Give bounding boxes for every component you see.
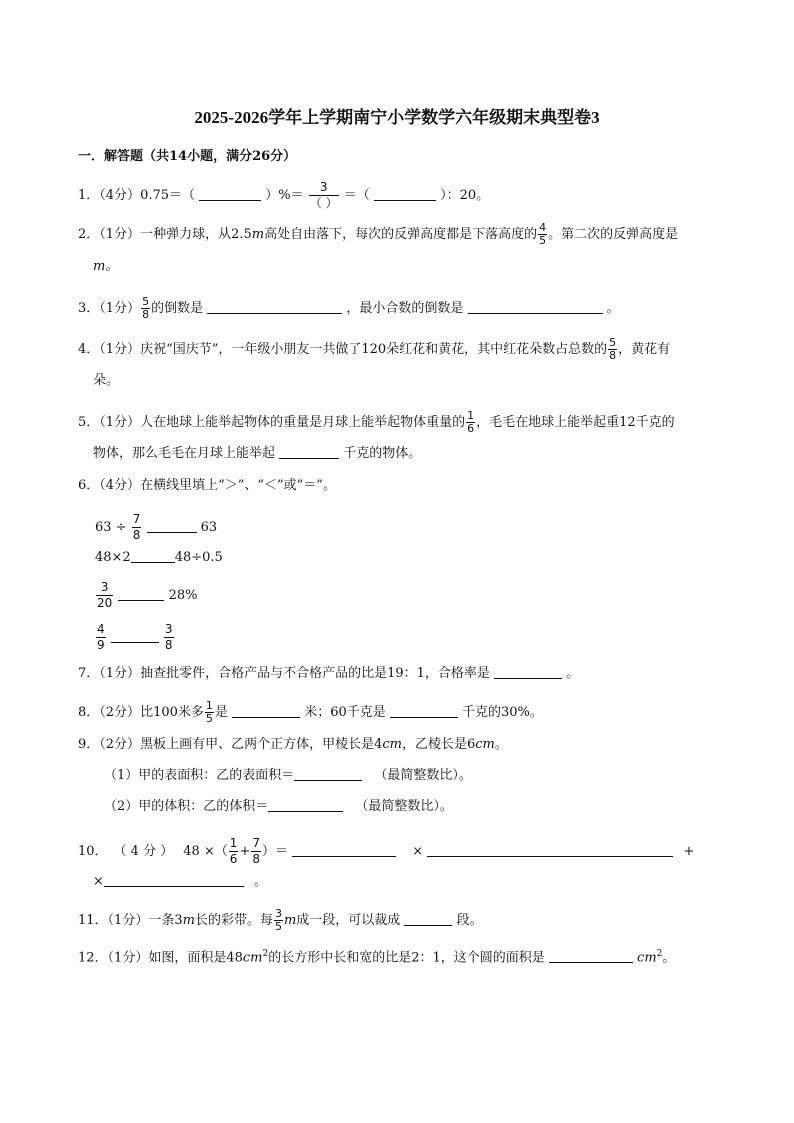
fraction [608,337,617,362]
question-9-part-2 [104,798,453,816]
answer-blank[interactable] [207,300,342,314]
fraction [229,836,239,867]
answer-blank[interactable] [279,445,339,459]
question-score: （1分） [99,342,141,357]
question-number: 12． [78,950,108,966]
numerator: 7 [252,836,260,850]
answer-blank[interactable] [468,300,603,314]
question-text: ）%＝ [265,188,304,203]
question-score: （2分） [99,705,141,720]
numerator: 5 [142,295,150,308]
question-text: 千克的物体。 [343,446,422,461]
question-text: ，黄花有 [618,342,671,357]
question-text: 成一段，可以裁成 [296,913,401,928]
numerator: 4 [539,221,547,234]
question-9 [78,736,508,754]
denominator: 5 [205,712,213,725]
question-text: 高处自由落下，每次的反弹高度都是下落高度的 [264,227,538,242]
numerator: 7 [132,512,141,526]
question-score: （2分） [99,737,141,752]
numerator: 1 [229,836,238,850]
question-number: 8． [78,705,100,720]
question-text: 在横线里填上“＞”、“＜”或“＝”。 [140,478,336,493]
unit: m [251,227,265,242]
question-text: ，乙棱长是6 [401,737,476,752]
compare-item-1 [95,512,217,543]
answer-blank[interactable] [268,798,343,812]
compare-item-3 [95,580,197,611]
question-5-line2 [93,445,421,463]
denominator: 6 [467,422,475,435]
answer-blank[interactable] [292,843,396,857]
fraction [466,410,475,435]
answer-blank[interactable] [111,629,159,643]
question-11 [78,908,483,933]
denominator: 8 [252,852,260,866]
question-text: 一条3 [148,913,183,928]
numerator: 1 [467,409,475,422]
question-number: 1． [78,188,100,203]
question-5 [78,410,675,435]
numerator: 3 [309,180,339,196]
question-text: ，最小合数的倒数是 [346,301,464,316]
fraction [538,222,547,247]
question-6 [78,477,336,495]
question-7 [78,665,579,683]
question-text: ，毛毛在地球上能举起重12千克的 [476,415,675,430]
fraction [132,512,142,543]
denominator: 8 [609,349,617,362]
question-text: 48 ×（ [183,844,228,859]
answer-blank[interactable] [404,912,452,926]
answer-blank[interactable] [390,704,458,718]
operator: + [239,844,251,859]
numerator: 3 [96,580,113,596]
question-text: ＝（ [343,188,370,203]
numerator: 5 [609,336,617,349]
question-2-line2: m。 [93,259,119,274]
answer-blank[interactable] [374,187,436,201]
question-text: 。 [662,950,676,966]
question-text: 比100米多 [140,705,204,720]
compare-item-2 [95,549,223,567]
answer-blank[interactable] [232,704,300,718]
question-10 [78,836,694,867]
numerator: 4 [97,622,105,636]
fraction [96,622,106,653]
question-3 [78,296,620,321]
question-9-part-1 [104,767,472,785]
page-title: 2025-2026学年上学期南宁小学数学六年级期末典型卷3 [194,108,600,127]
question-score: （1分） [107,913,149,928]
question-score: （1分） [99,415,141,430]
question-12 [78,945,675,967]
question-text: 物体，那么毛毛在月球上能举起 [93,446,276,461]
question-text: ）＝ [261,844,288,859]
denominator: 6 [229,852,238,866]
denominator: 9 [97,638,105,652]
unit: cm [382,737,402,752]
question-text: 。 [566,666,580,681]
question-8 [78,700,543,725]
denominator: 5 [539,234,547,247]
expression: 63 [200,520,218,535]
denominator: 8 [142,308,150,321]
question-4-line2: 朵。 [93,373,120,388]
question-text: 0.75＝（ [140,188,196,203]
question-score: （1分） [99,227,141,242]
fraction [96,580,113,611]
denominator: 20 [97,596,113,610]
question-score: （1分） [99,301,141,316]
question-text: （2）甲的体积：乙的体积＝ [104,799,269,814]
question-number: 7． [78,666,100,681]
question-text: 的倒数是 [151,301,204,316]
question-text: 。第二次的反弹高度是 [548,227,679,242]
fraction [274,908,283,933]
question-number: 5． [78,415,100,430]
denominator: 8 [164,638,173,652]
exponent: 2 [656,949,663,959]
expression: 48×2 [95,550,131,565]
question-text: 庆祝“国庆节”，一年级小朋友一共做了120朵红花和黄花，其中红花朵数占总数的 [140,342,608,357]
question-number: 4． [78,342,100,357]
question-text: （1）甲的表面积：乙的表面积＝ [104,768,295,783]
question-10-line2 [93,873,267,891]
question-text: ）：20。 [440,188,490,203]
answer-blank[interactable] [427,843,673,857]
expression: 63 ÷ [95,520,127,535]
answer-blank[interactable] [118,587,164,601]
question-number: 2． [78,227,100,242]
unit: m [283,913,297,928]
exponent: 2 [262,949,269,959]
question-text: 千克的30%。 [462,705,543,720]
answer-blank[interactable] [104,873,244,887]
question-score: （4分） [99,188,141,203]
fraction [309,180,339,211]
numerator: 1 [205,699,213,712]
fraction [205,700,214,725]
answer-blank[interactable] [131,549,175,563]
denominator[interactable]: （ ） [309,196,338,210]
question-text: 。 [606,301,620,316]
denominator: 8 [132,528,141,542]
fraction [141,296,150,321]
unit: cm [637,950,657,966]
operator: + [683,844,695,859]
answer-blank[interactable] [147,519,197,533]
unit: cm [475,737,495,752]
numerator: 3 [274,907,282,920]
question-number: 11． [78,913,108,928]
question-number: 3． [78,301,100,316]
question-text: 如图，面积是48 [148,950,243,966]
question-score: （ 4 分 ） [113,844,174,859]
question-text: 一种弹力球，从2.5 [140,227,252,242]
question-text: 的长方形中长和宽的比是2：1，这个圆的面积是 [268,950,545,966]
section-heading: 一．解答题（共14小题，满分26分） [78,149,297,164]
question-number: 10． [78,844,108,859]
question-text: 。 [254,874,268,889]
compare-item-4 [95,622,175,653]
question-text: （最简整数比）。 [374,768,472,783]
question-4 [78,337,670,362]
question-text: 长的彩带。每 [194,913,273,928]
answer-blank[interactable] [199,187,261,201]
expression: 48÷0.5 [174,550,223,565]
unit: cm [242,950,263,966]
answer-blank[interactable] [549,949,633,963]
question-2 [78,222,678,247]
expression: 28% [168,588,198,603]
question-score: （4分） [99,478,141,493]
answer-blank[interactable] [494,665,562,679]
answer-blank[interactable] [294,767,362,781]
question-number: 6． [78,478,100,493]
question-text: 段。 [456,913,483,928]
question-score: （1分） [107,950,149,966]
question-1 [78,180,489,211]
question-text: 黑板上画有甲、乙两个正方体，甲棱长是4 [140,737,383,752]
fraction [164,622,174,653]
question-score: （1分） [99,666,141,681]
numerator: 3 [164,622,173,636]
denominator: 5 [274,920,282,933]
fraction [251,836,261,867]
question-text: 米；60千克是 [304,705,386,720]
operator: × [412,844,424,859]
question-text: （最简整数比）。 [355,799,453,814]
question-text: 是 [214,705,228,720]
question-text: 。 [494,737,508,752]
question-number: 9． [78,737,100,752]
question-text: 抽查批零件，合格产品与不合格产品的比是19：1，合格率是 [140,666,490,681]
unit: m [182,913,195,928]
question-text: 人在地球上能举起物体的重量是月球上能举起物体重量的 [140,415,466,430]
operator: × [93,874,104,889]
